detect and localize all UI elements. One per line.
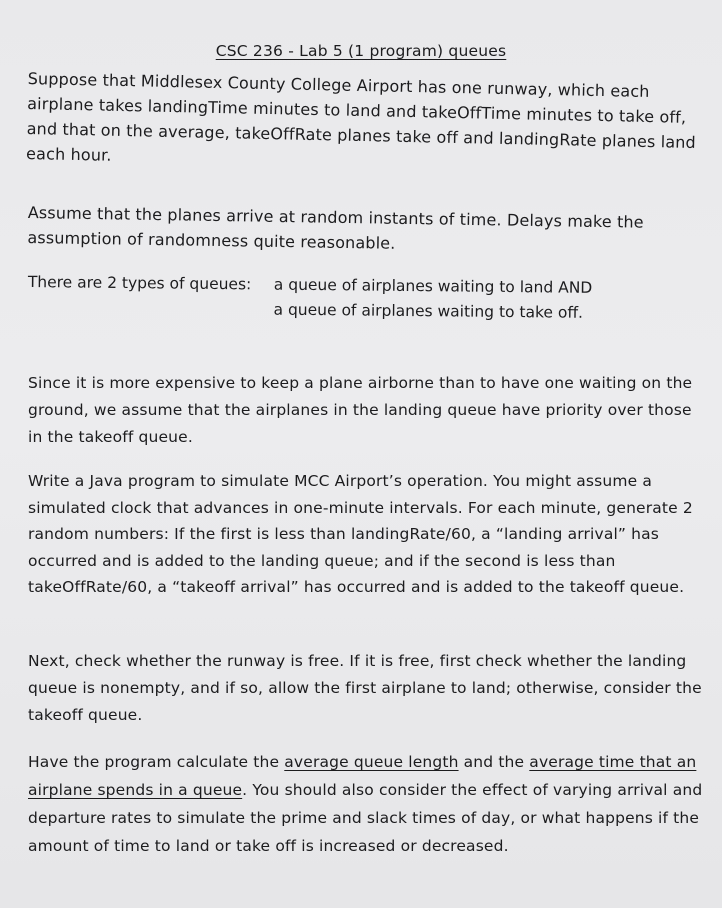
average-queue-length-underlined: average queue length bbox=[284, 753, 459, 771]
paragraph-statistics bbox=[28, 748, 703, 860]
lab-title: CSC 236 - Lab 5 (1 program) queues bbox=[215, 42, 507, 60]
stats-text-1: Have the program calculate the bbox=[28, 753, 285, 771]
paragraph-runway-check: Next, check whether the runway is free. If it is free, first check whether the landing queue is nonempty, and if so, allow the first airplane to land; otherwise, consider the takeoff queue. bbox=[28, 652, 702, 724]
stats-text-2: and the bbox=[458, 753, 530, 771]
stats-text-3: . You should also consider the effect of varying arrival and departure rates to simulate the prime and slack times of day, or what happens if the amount of time to land or take off is increased or decreased. bbox=[28, 781, 703, 855]
paragraph-priority: Since it is more expensive to keep a plane airborne than to have one waiting on the ground, we assume that the airplanes in the landing queue have priority over those in the takeoff queue. bbox=[28, 374, 693, 446]
queue-takeoff: a queue of airplanes waiting to take off. bbox=[273, 300, 584, 322]
paragraph-airport-setup: Suppose that Middlesex County College Airport has one runway, which each airplane takes landingTime minutes to land and takeOffTime minutes to take off, and that on the average, takeOffRate planes take off and landingRate planes land each hour. bbox=[25, 68, 697, 165]
average-time-in-queue-underlined: average time that an airplane spends in a queue bbox=[28, 753, 697, 799]
paragraph-simulation: Write a Java program to simulate MCC Airport’s operation. You might assume a simulated clock that advances in one-minute intervals. For each minute, generate 2 random numbers: If the first is less than landingRate/60, a “landing arrival” has occurred and is added to the landing queue; and if the second is less than takeOffRate/60, a “takeoff arrival” has occurred and is added to the takeoff queue. bbox=[28, 472, 693, 596]
paragraph-random-arrivals: Assume that the planes arrive at random instants of time. Delays make the assumption of randomness quite reasonable. bbox=[27, 202, 644, 253]
queue-landing: a queue of airplanes waiting to land AND bbox=[273, 275, 593, 297]
queue-types-intro: There are 2 types of queues: bbox=[27, 272, 252, 294]
queue-types-block bbox=[27, 270, 702, 327]
